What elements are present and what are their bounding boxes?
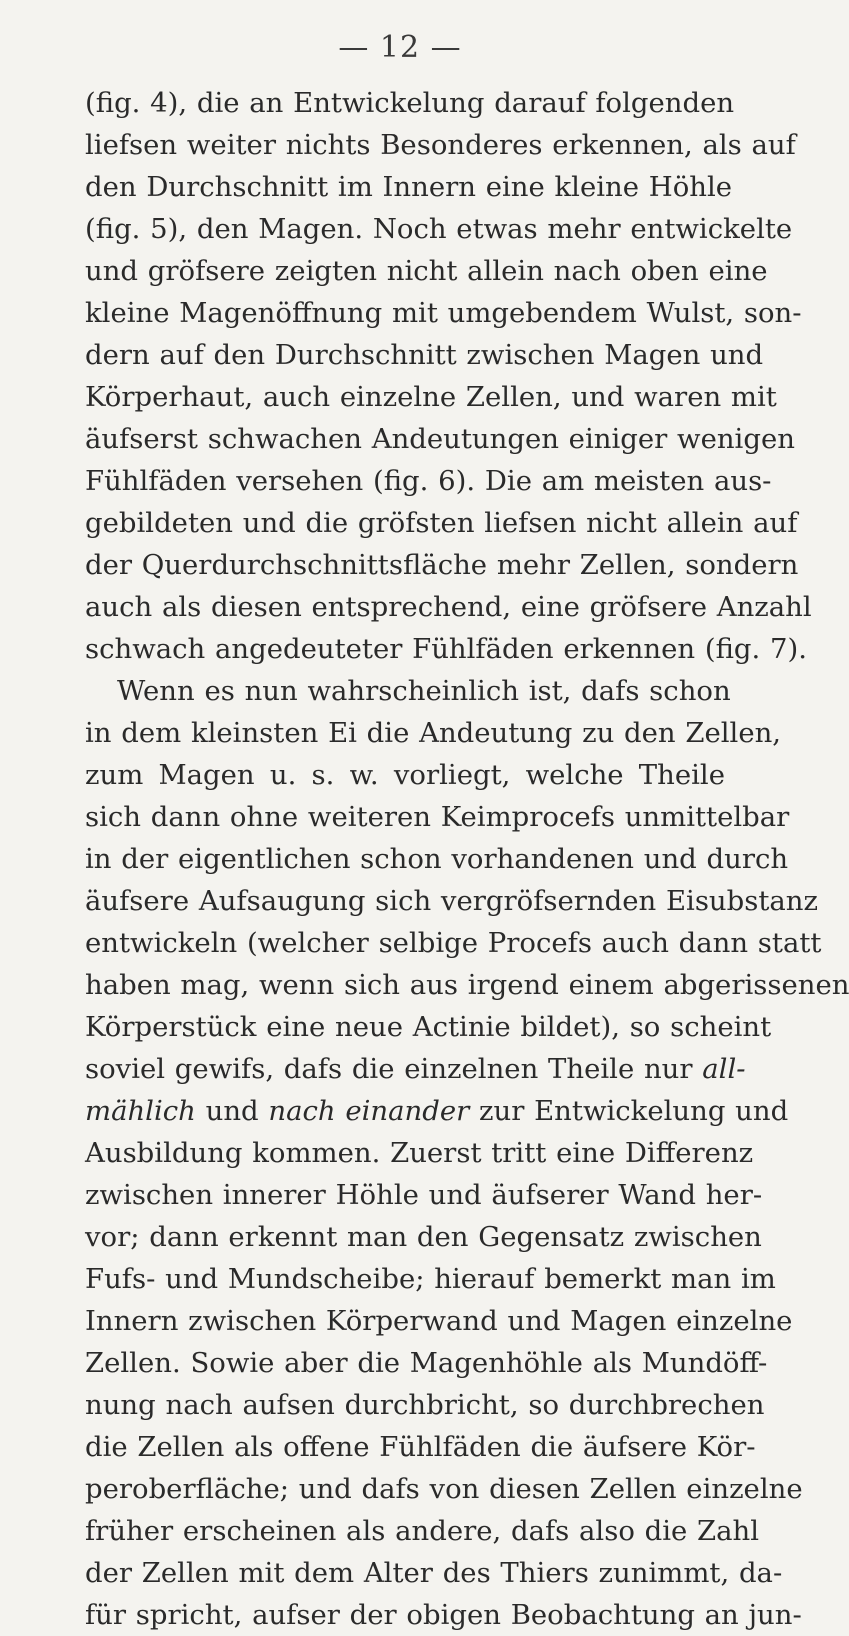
text-line: Wenn es nun wahrscheinlich ist, dafs schon <box>117 675 731 707</box>
text-line: Fufs- und Mundscheibe; hierauf bemerkt man im <box>85 1263 776 1295</box>
text-line: soviel gewifs, dafs die einzelnen Theile nur all- <box>85 1053 746 1085</box>
text-line: Körperhaut, auch einzelne Zellen, und waren mit <box>85 381 777 413</box>
text-line: früher erscheinen als andere, dafs also die Zahl <box>85 1515 760 1547</box>
text-line: für spricht, aufser der obigen Beobachtung an jun- <box>85 1599 802 1631</box>
text-line: (fig. 5), den Magen. Noch etwas mehr entwickelte <box>85 213 793 245</box>
text-line: vor; dann erkennt man den Gegensatz zwischen <box>85 1221 762 1253</box>
emphasis-text: mählich <box>85 1095 196 1127</box>
text-line: zum Magen u. s. w. vorliegt, welche Theile <box>85 759 725 791</box>
emphasis-text: all- <box>702 1053 746 1085</box>
text-line: auch als diesen entsprechend, eine gröfsere Anzahl <box>85 591 812 623</box>
text-line: Zellen. Sowie aber die Magenhöhle als Mundöff- <box>85 1347 768 1379</box>
text-line: Körperstück eine neue Actinie bildet), so scheint <box>85 1011 772 1043</box>
text-line: sich dann ohne weiteren Keimprocefs unmittelbar <box>85 801 790 833</box>
text-line: die Zellen als offene Fühlfäden die äufsere Kör- <box>85 1431 756 1463</box>
text-line: äufserst schwachen Andeutungen einiger wenigen <box>85 423 795 455</box>
text-line: in dem kleinsten Ei die Andeutung zu den Zellen, <box>85 717 782 749</box>
text-line: Fühlfäden versehen (fig. 6). Die am meisten aus- <box>85 465 772 497</box>
text-line: haben mag, wenn sich aus irgend einem abgerissenen <box>85 969 849 1001</box>
text-line: der Querdurchschnittsfläche mehr Zellen, sondern <box>85 549 799 581</box>
text-line: liefsen weiter nichts Besonderes erkennen, als auf <box>85 129 796 161</box>
text-line: Innern zwischen Körperwand und Magen einzelne <box>85 1305 793 1337</box>
text-line: kleine Magenöffnung mit umgebendem Wulst, son- <box>85 297 802 329</box>
text-line: und gröfsere zeigten nicht allein nach oben eine <box>85 255 768 287</box>
page-number: — 12 — <box>338 30 462 65</box>
text-line: entwickeln (welcher selbige Procefs auch dann statt <box>85 927 822 959</box>
text-line: gebildeten und die gröfsten liefsen nicht allein auf <box>85 507 798 539</box>
text-line: schwach angedeuteter Fühlfäden erkennen (fig. 7). <box>85 633 807 665</box>
text-line: den Durchschnitt im Innern eine kleine Höhle <box>85 171 733 203</box>
text-line: Ausbildung kommen. Zuerst tritt eine Differenz <box>85 1137 754 1169</box>
body-text <box>85 82 849 1636</box>
emphasis-text: nach einander <box>268 1095 470 1127</box>
text-line: peroberfläche; und dafs von diesen Zellen einzelne <box>85 1473 803 1505</box>
text-line: dern auf den Durchschnitt zwischen Magen und <box>85 339 764 371</box>
text-line: äufsere Aufsaugung sich vergröfsernden Eisubstanz <box>85 885 819 917</box>
text-line: (fig. 4), die an Entwickelung darauf folgenden <box>85 87 735 119</box>
text-line: zwischen innerer Höhle und äufserer Wand her- <box>85 1179 763 1211</box>
text-line: in der eigentlichen schon vorhandenen und durch <box>85 843 789 875</box>
text-line: der Zellen mit dem Alter des Thiers zunimmt, da- <box>85 1557 783 1589</box>
text-line: nung nach aufsen durchbricht, so durchbrechen <box>85 1389 765 1421</box>
text-line: mählich und nach einander zur Entwickelung und <box>85 1095 789 1127</box>
